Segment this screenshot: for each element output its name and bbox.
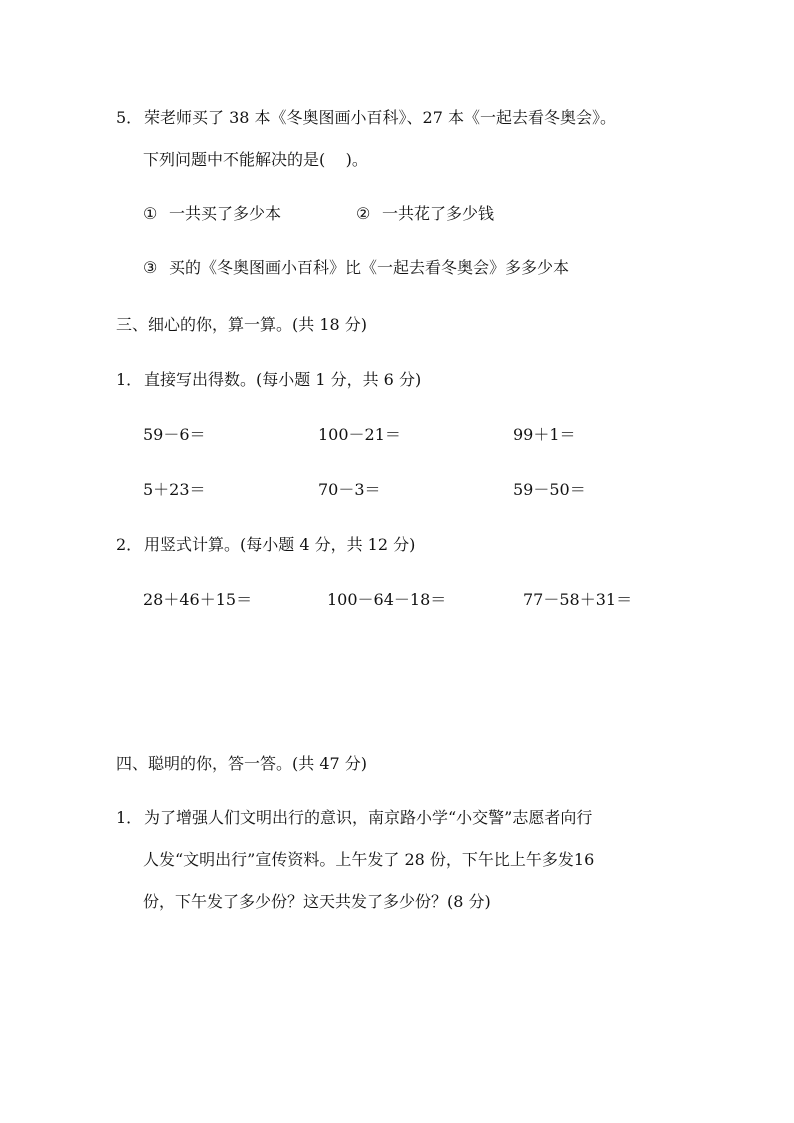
option-3-mark: ③: [143, 258, 158, 277]
section-4-question-1-text-1: 为了增强人们文明出行的意识，南京路小学“小交警”志愿者向行: [144, 808, 593, 827]
section-4-question-1-line-1: [116, 807, 592, 829]
option-3: [143, 257, 569, 279]
calc-row-1-col-1: 59－6＝: [143, 425, 206, 444]
option-1-mark: ①: [143, 204, 158, 223]
question-5-line-2: [143, 149, 368, 171]
section-4-title: 四、聪明的你，答一答。(共 47 分): [116, 754, 368, 773]
question-5-prompt: 下列问题中不能解决的是(: [143, 150, 326, 169]
vertical-calc-1: 28＋46＋15＝: [143, 590, 253, 609]
section-4-question-1-line-2: 人发“文明出行”宣传资料。上午发了 28 份，下午比上午多发16: [143, 850, 595, 869]
section-3-question-1: [116, 369, 421, 391]
question-5-text: 荣老师买了 38 本《冬奥图画小百科》、27 本《一起去看冬奥会》。: [144, 108, 616, 127]
calc-row-2-col-2: 70－3＝: [318, 480, 381, 499]
vertical-calc-3: 77－58＋31＝: [523, 590, 633, 609]
calc-row-1-col-3: 99＋1＝: [513, 425, 576, 444]
section-3-title: 三、细心的你，算一算。(共 18 分): [116, 315, 368, 334]
question-5-prompt-end: )。: [345, 150, 368, 169]
option-2: [356, 203, 494, 225]
section-4-question-1-number: 1．: [116, 808, 143, 827]
question-5-line-1: [116, 107, 616, 129]
section-3-question-1-number: 1．: [116, 370, 143, 389]
option-1: [143, 203, 281, 225]
section-3-question-2: [116, 534, 415, 556]
option-3-text: 买的《冬奥图画小百科》比《一起去看冬奥会》多多少本: [169, 258, 570, 277]
section-3-question-2-title: 用竖式计算。(每小题 4 分，共 12 分): [144, 535, 416, 554]
section-3-question-2-number: 2．: [116, 535, 143, 554]
option-2-text: 一共花了多少钱: [382, 204, 495, 223]
calc-row-2-col-3: 59－50＝: [513, 480, 586, 499]
section-4-question-1-line-3: 份，下午发了多少份？这天共发了多少份？(8 分): [143, 892, 491, 911]
section-3-question-1-title: 直接写出得数。(每小题 1 分，共 6 分): [144, 370, 422, 389]
answer-blank: [325, 149, 345, 171]
option-2-mark: ②: [356, 204, 371, 223]
question-5-number: 5．: [116, 108, 143, 127]
vertical-calc-2: 100－64－18＝: [327, 590, 447, 609]
option-1-text: 一共买了多少本: [169, 204, 282, 223]
calc-row-1-col-2: 100－21＝: [318, 425, 401, 444]
calc-row-2-col-1: 5＋23＝: [143, 480, 206, 499]
